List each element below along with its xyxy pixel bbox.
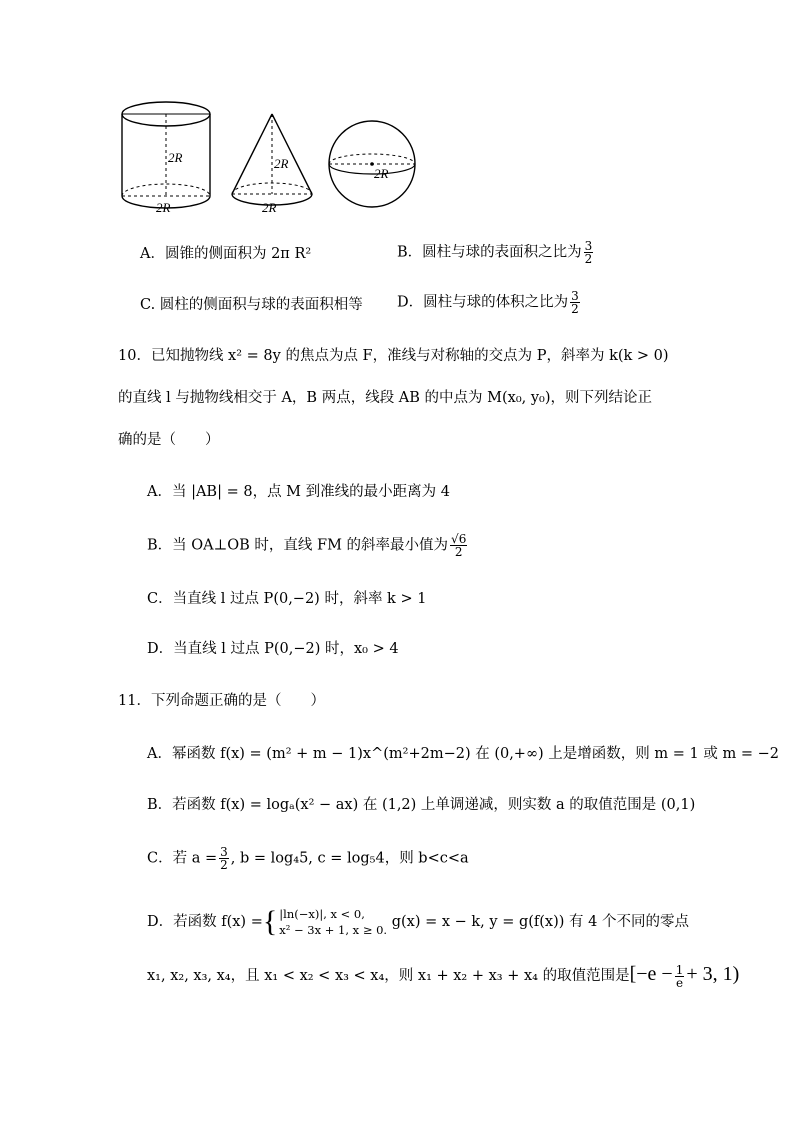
q11-option-a: A．幂函数 f(x) = (m² + m − 1)x^(m²+2m−2) 在 (0,+∞) 上是增函数，则 m = 1 或 m = −2 bbox=[147, 746, 779, 762]
q9-option-a: A．圆锥的侧面积为 2π R² bbox=[140, 246, 312, 262]
q10-stem-line3: 确的是（ ） bbox=[118, 432, 220, 448]
q10-option-c: C．当直线 l 过点 P(0,−2) 时，斜率 k > 1 bbox=[147, 591, 427, 607]
q11-option-b: B．若函数 f(x) = logₐ(x² − ax) 在 (1,2) 上单调递减，则实数 a 的取值范围是 (0,1) bbox=[147, 797, 696, 813]
cone-base-label: 2R bbox=[262, 200, 277, 215]
cone-figure bbox=[232, 114, 312, 215]
q11-option-d-line2: x₁, x₂, x₃, x₄，且 x₁ < x₂ < x₃ < x₄，则 x₁ + x₂ + x₃ + x₄ 的取值范围是[−e − $\frac{1}{e}$ + 3, 1) bbox=[147, 962, 740, 990]
cylinder-base-label: 2R bbox=[156, 200, 171, 215]
q10-option-d: D．当直线 l 过点 P(0,−2) 时，x₀ > 4 bbox=[147, 641, 399, 657]
q9-option-b: B．圆柱与球的表面积之比为 $\frac{3}{2}$ bbox=[397, 239, 593, 266]
sphere-diameter-label: 2R bbox=[374, 166, 389, 181]
q9-d-fraction: $\frac{3}{2}$ bbox=[571, 289, 579, 316]
q11-c-fraction: $\frac{3}{2}$ bbox=[220, 845, 228, 872]
q9-option-d: D．圆柱与球的体积之比为 $\frac{3}{2}$ bbox=[397, 289, 579, 316]
q11-d-piecewise: |ln(−x)|, x < 0, x² − 3x + 1, x ≥ 0. bbox=[279, 907, 388, 937]
q10-b-fraction: $\frac{√6}{2}$ bbox=[451, 532, 467, 559]
q11-option-c: C．若 a = $\frac{3}{2}$ , b = log₄5, c = log₅4，则 b<c<a bbox=[147, 845, 469, 872]
q10-stem-line1: 10．已知抛物线 x² = 8y 的焦点为点 F，准线与对称轴的交点为 P，斜率为 k(k > 0) bbox=[118, 348, 669, 364]
q9-option-c: C. 圆柱的侧面积与球的表面积相等 bbox=[140, 297, 363, 313]
cylinder-figure bbox=[122, 102, 210, 215]
q11-stem: 11．下列命题正确的是（ ） bbox=[118, 693, 325, 709]
q11-d-fraction: $\frac{1}{e}$ bbox=[675, 962, 684, 990]
q10-option-a: A．当 |AB| = 8，点 M 到准线的最小距离为 4 bbox=[147, 484, 450, 500]
cylinder-height-label: 2R bbox=[168, 150, 183, 165]
sphere-figure bbox=[329, 121, 415, 207]
cone-height-label: 2R bbox=[274, 156, 289, 171]
q11-option-d: D．若函数 f(x) ={ |ln(−x)|, x < 0, x² − 3x + 1, x ≥ 0. g(x) = x − k, y = g(f(x)) 有 4 个不同的零点 bbox=[147, 905, 689, 938]
q10-option-b: B．当 OA⊥OB 时，直线 FM 的斜率最小值为 $\frac{√6}{2}$ bbox=[147, 532, 467, 559]
geometry-figures bbox=[110, 92, 430, 222]
q10-stem-line2: 的直线 l 与抛物线相交于 A，B 两点，线段 AB 的中点为 M(x₀, y₀)，则下列结论正 bbox=[118, 390, 653, 406]
q9-b-fraction: $\frac{3}{2}$ bbox=[584, 239, 593, 266]
